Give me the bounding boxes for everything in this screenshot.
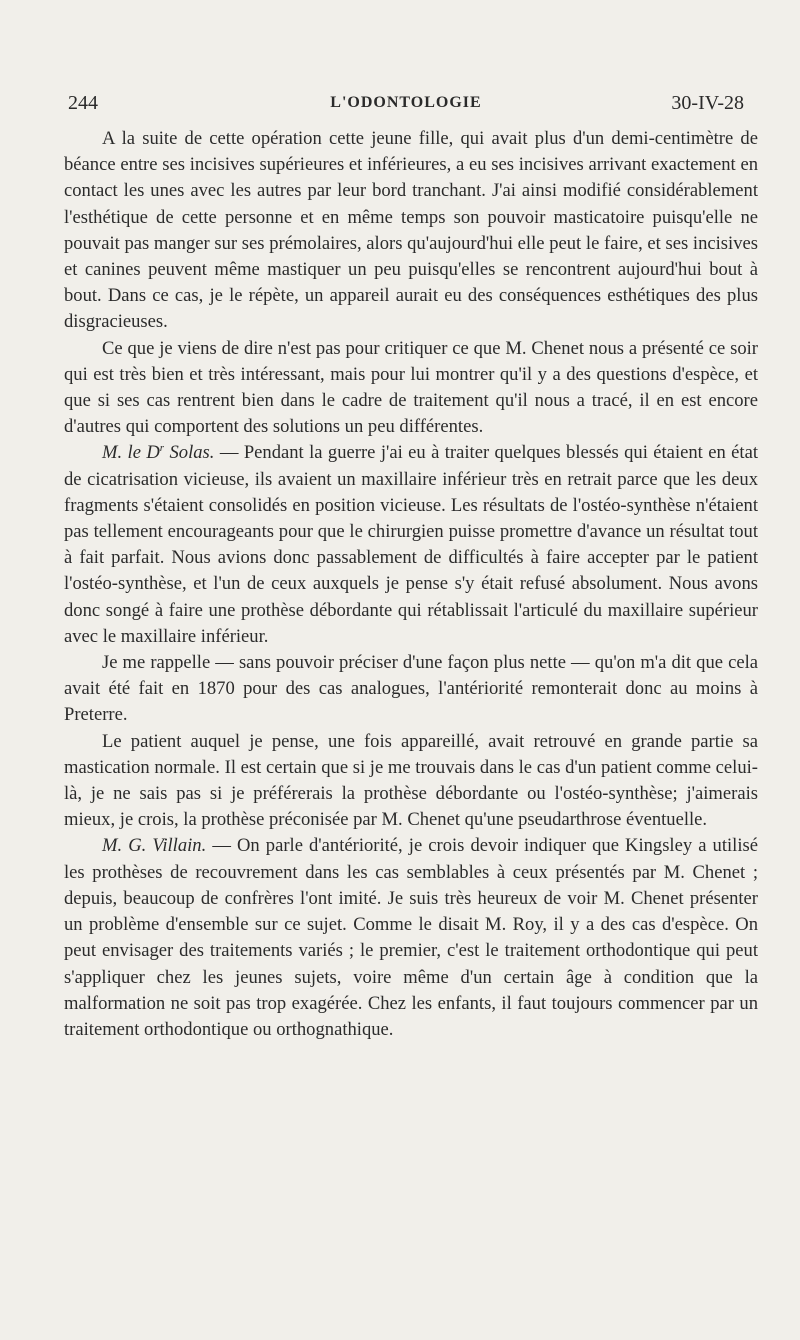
paragraph-6-text: — On parle d'antériorité, je crois devoir indiquer que Kingsley a utilisé les prothèses de recouvrement dans les cas semblables à ceux présentés par M. Chenet ; depuis, beaucoup de confrères l'ont imité. Je suis très heureux de voir M. Chenet présenter un problème d'ensemble sur ce sujet. Comme le disait M. Roy, il y a des cas d'espèce. On peut envisager des traitements variés ; le premier, c'est le traitement orthodontique qui peut s'appliquer chez les jeunes sujets, voire même d'un certain âge à condition que la malformation ne soit pas trop exagérée. Chez les enfants, il faut toujours commencer par un traitement orthodontique ou orthognathique.: [64, 835, 758, 1040]
page-number: 244: [68, 92, 98, 114]
speaker-title-superscript: r: [159, 442, 165, 455]
paragraph-1: [64, 126, 758, 336]
paragraph-6: [64, 833, 758, 1043]
paragraph-4-text: Je me rappelle — sans pouvoir préciser d'une façon plus nette — qu'on m'a dit que cela avait été fait en 1870 pour des cas analogues, l'antériorité remonterait donc au moins à Preterre.: [64, 652, 758, 726]
paragraph-5: [64, 729, 758, 834]
issue-date: 30-IV-28: [671, 92, 744, 114]
paragraph-4: [64, 650, 758, 729]
paragraph-5-text: Le patient auquel je pense, une fois appareillé, avait retrouvé en grande partie sa mastication normale. Il est certain que si je me trouvais dans le cas d'un patient comme celui-là, je ne sais pas si je préférerais la prothèse débordante ou l'ostéo-synthèse; j'aimerais mieux, je crois, la prothèse préconisée par M. Chenet qu'une pseudarthrose éventuelle.: [64, 730, 758, 831]
journal-title: L'ODONTOLOGIE: [330, 94, 482, 111]
paragraph-2: [64, 336, 758, 441]
speaker-suffix: Solas.: [164, 442, 215, 464]
speaker-name: [102, 442, 214, 463]
body-text: [64, 126, 758, 1043]
paragraph-2-text: Ce que je viens de dire n'est pas pour critiquer ce que M. Chenet nous a présenté ce soir qui est très bien et très intéressant, mais pour lui montrer qu'il y a des questions d'espèce, et que si ses cas rentrent bien dans le cadre de traitement qu'il nous a tracé, il en est encore d'autres qui comportent des solutions un peu différentes.: [64, 337, 758, 438]
speaker-name: M. G. Villain.: [102, 835, 207, 857]
paragraph-3-text: — Pendant la guerre j'ai eu à traiter quelques blessés qui étaient en état de cicatrisation vicieuse, ils avaient un maxillaire inférieur très en retrait parce que les deux fragments s'étaient consolidés en position vicieuse. Les résultats de l'ostéo-synthèse n'étaient pas tellement encourageants pour que le chirurgien puisse promettre d'avance un résultat tout à fait parfait. Nous avions donc passablement de difficultés à faire accepter par le patient l'ostéo-synthèse, et l'un de ceux auxquels je pense s'y était refusé absolument. Nous avons donc songé à faire une prothèse débordante qui rétablissait l'articulé du maxillaire supérieur avec le maxillaire inférieur.: [64, 442, 759, 647]
speaker-prefix: M. le D: [102, 442, 160, 464]
paragraph-3: [64, 440, 758, 650]
running-head: [68, 92, 744, 116]
paragraph-1-text: A la suite de cette opération cette jeune fille, qui avait plus d'un demi-centimètre de béance entre ses incisives supérieures et inférieures, a eu ses incisives arrivant exactement en contact les unes avec les autres par leur bord tranchant. J'ai ainsi modifié considérablement l'esthétique de cette personne et en même temps son pouvoir masticatoire puisqu'elle ne pouvait pas manger sur ses prémolaires, alors qu'aujourd'hui elle peut le faire, et ses incisives et canines peuvent même mastiquer un peu puisqu'elles se rencontrent aujourd'hui bout à bout. Dans ce cas, je le répète, un appareil aurait eu des conséquences esthétiques des plus disgracieuses.: [64, 128, 758, 333]
